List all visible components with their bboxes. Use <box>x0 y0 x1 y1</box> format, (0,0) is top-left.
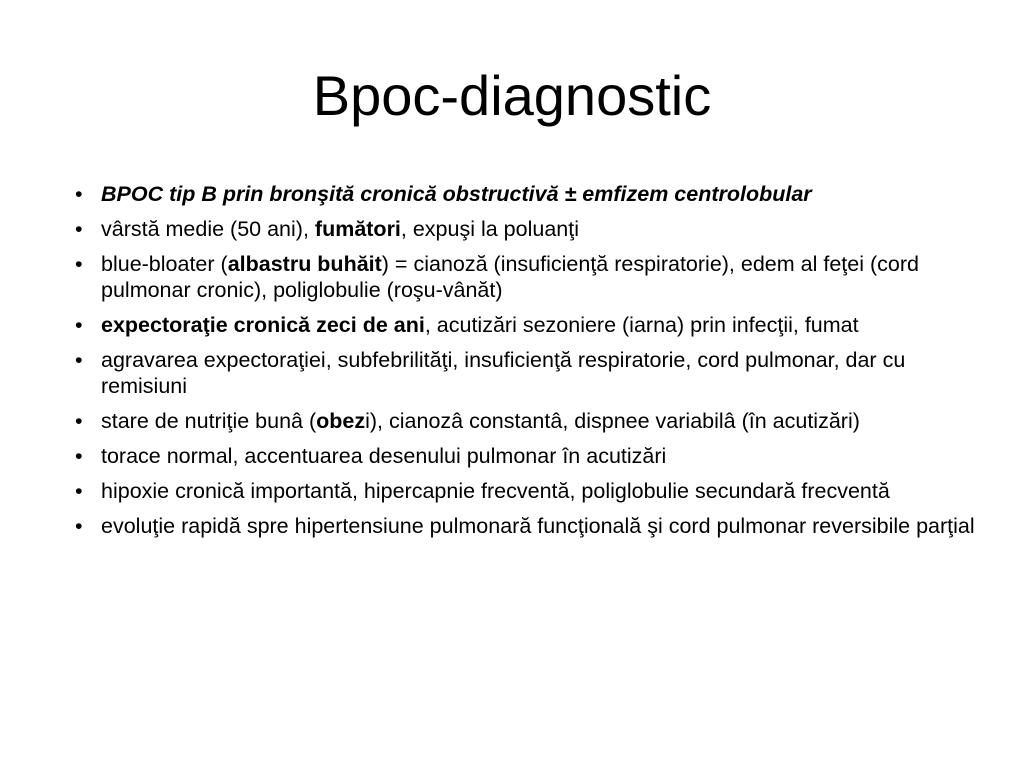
bullet-text: , acutizări sezoniere (iarna) prin infecţii, fumat <box>424 313 859 337</box>
bullet-text: i), cianozâ constantâ, dispnee variabilâ (în acutizări) <box>365 409 860 433</box>
bullet-text-emphasis: obez <box>316 409 366 433</box>
bullet-dot-icon: • <box>75 444 83 468</box>
bullet-text-emphasis: BPOC tip B prin bronşită cronică obstructivă ± emfizem centrolobular <box>101 182 812 206</box>
bullet-item <box>75 251 975 303</box>
bullet-dot-icon: • <box>75 313 83 337</box>
bullet-text: stare de nutriţie bunâ ( <box>101 409 317 433</box>
bullet-text: blue-bloater ( <box>101 252 228 276</box>
bullet-dot-icon: • <box>75 217 83 241</box>
bullet-item <box>75 513 975 539</box>
bullet-text: agravarea expectoraţiei, subfebrilităţi, insuficienţă respiratorie, cord pulmonar, dar cu remisiuni <box>101 348 906 398</box>
bullet-dot-icon: • <box>75 348 83 372</box>
bullet-item <box>75 408 975 434</box>
bullet-text: ) = cianoză (insuficienţă respiratorie), edem al feţei (cord pulmonar cronic), poliglobulie (roşu-vânăt) <box>101 252 919 302</box>
bullet-text: , expuşi la poluanţi <box>400 217 579 241</box>
bullet-text: vârstă medie (50 ani), <box>101 217 315 241</box>
slide-title: Bpoc-diagnostic <box>312 64 712 127</box>
bullet-text: torace normal, accentuarea desenului pulmonar în acutizări <box>101 444 667 468</box>
bullet-text: evoluţie rapidă spre hipertensiune pulmonară funcţională şi cord pulmonar reversibile parţial <box>101 514 975 538</box>
bullet-text-emphasis: albastru buhăit <box>227 252 382 276</box>
bullet-dot-icon: • <box>75 479 83 503</box>
bullet-item <box>75 478 975 504</box>
bullet-dot-icon: • <box>75 182 83 206</box>
bullet-item <box>75 216 975 242</box>
bullet-item <box>75 312 975 338</box>
bullet-text: hipoxie cronică importantă, hipercapnie frecventă, poliglobulie secundară frecventă <box>101 479 890 503</box>
bullet-dot-icon: • <box>75 514 83 538</box>
bullet-text-emphasis: fumători <box>314 217 401 241</box>
bullet-item <box>75 347 975 399</box>
bullet-dot-icon: • <box>75 409 83 433</box>
bullet-item <box>75 181 975 207</box>
bullet-item <box>75 443 975 469</box>
bullet-text-emphasis: expectoraţie cronică zeci de ani <box>101 313 425 337</box>
bullet-dot-icon: • <box>75 252 83 276</box>
bullet-list <box>75 181 975 548</box>
